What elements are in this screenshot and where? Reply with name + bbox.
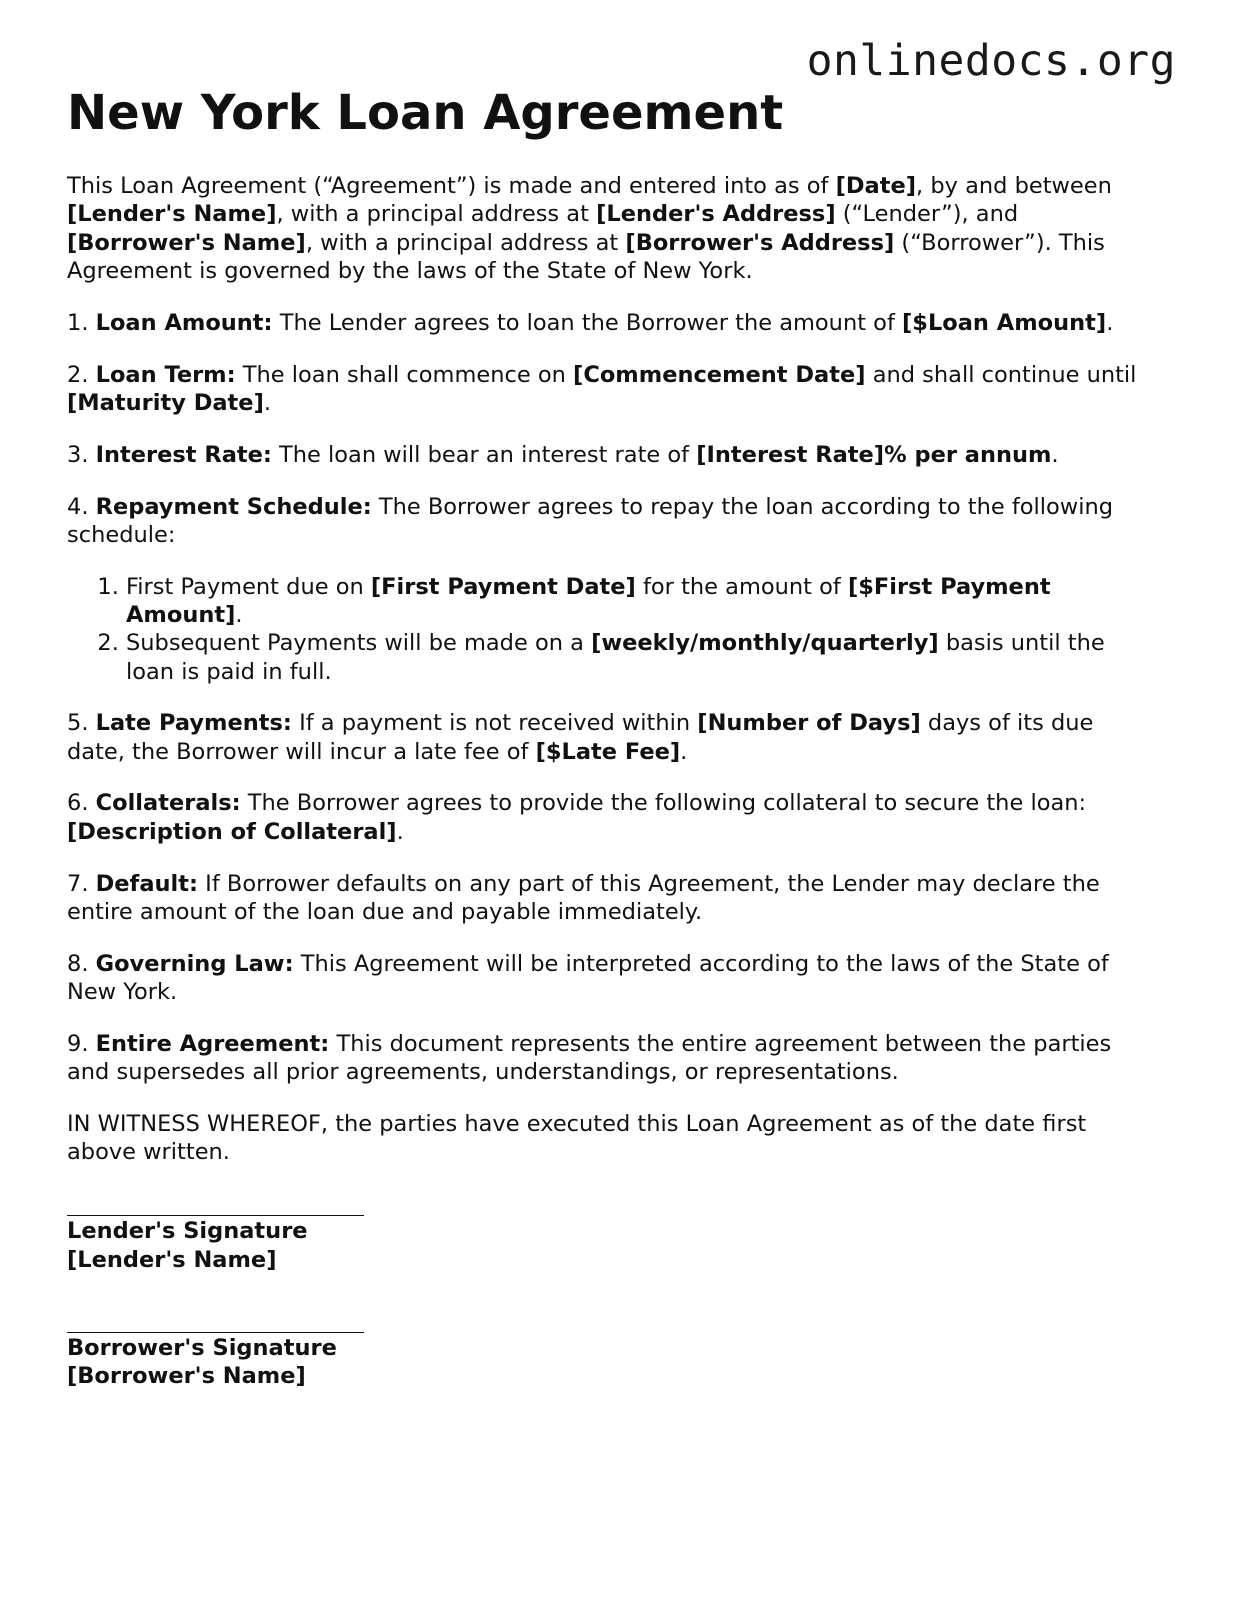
signature-name: [Borrower's Name]	[67, 1363, 306, 1390]
section-text: .	[263, 389, 272, 416]
section-text: .	[396, 818, 404, 845]
intro-text: This Loan Agreement (“Agreement”) is made and entered into as of	[67, 173, 836, 200]
list-item-text: First Payment due on	[126, 573, 371, 600]
section-heading: Late Payments:	[95, 710, 292, 737]
maturity-date-placeholder: [Maturity Date]	[67, 389, 264, 416]
number-of-days-placeholder: [Number of Days]	[697, 710, 921, 737]
repayment-schedule-list	[67, 573, 1152, 686]
signature-line	[67, 1332, 364, 1333]
section-governing-law	[67, 950, 1152, 1007]
payment-frequency-placeholder: [weekly/monthly/quarterly]	[591, 630, 939, 657]
section-number: 6.	[67, 790, 96, 817]
section-heading: Governing Law:	[95, 950, 294, 977]
section-text: This document represents the entire agreement between the parties and supersedes all prior agreements, understandings, or representations.	[67, 1030, 1112, 1086]
section-heading: Loan Amount:	[95, 309, 273, 336]
section-heading: Entire Agreement:	[95, 1030, 330, 1057]
list-item	[126, 573, 1152, 630]
section-text: .	[1051, 441, 1059, 468]
loan-amount-placeholder: [$Loan Amount]	[902, 309, 1107, 336]
list-item-text: basis until the loan is paid in full.	[126, 630, 1105, 685]
signature-label: Lender's Signature	[67, 1218, 308, 1245]
section-text: This Agreement will be interpreted according to the laws of the State of New York.	[67, 950, 1109, 1005]
intro-text: (“Borrower”). This Agreement is governed by the laws of the State of New York.	[67, 229, 1105, 285]
section-heading: Loan Term:	[95, 361, 236, 388]
first-payment-amount-placeholder: [$First Payment Amount]	[126, 573, 1051, 628]
section-number: 4.	[67, 493, 96, 520]
borrower-address-placeholder: [Borrower's Address]	[625, 229, 895, 256]
commencement-date-placeholder: [Commencement Date]	[573, 361, 866, 388]
section-heading: Repayment Schedule:	[95, 493, 372, 520]
section-number: 3.	[67, 441, 96, 468]
section-number: 7.	[67, 870, 96, 897]
section-number: 8.	[67, 950, 96, 977]
lender-name-placeholder: [Lender's Name]	[67, 201, 277, 228]
list-item-text: for the amount of	[635, 573, 848, 600]
intro-text: , with a principal address at	[305, 229, 626, 256]
section-text: The Borrower agrees to repay the loan according to the following schedule:	[67, 493, 1113, 548]
watermark-text: onlinedocs.org	[806, 36, 1176, 86]
lender-signature-block	[67, 1215, 1152, 1274]
section-text: The Lender agrees to loan the Borrower the amount of	[272, 309, 903, 336]
lender-address-placeholder: [Lender's Address]	[596, 201, 836, 228]
section-text: If Borrower defaults on any part of this Agreement, the Lender may declare the entire amount of the loan due and payable immediately.	[67, 870, 1100, 925]
intro-paragraph	[67, 172, 1152, 285]
section-heading: Collaterals:	[95, 790, 241, 817]
interest-rate-placeholder: [Interest Rate]% per annum	[696, 441, 1052, 468]
intro-text: , by and between	[916, 173, 1112, 200]
section-number: 9.	[67, 1030, 96, 1057]
section-heading: Default:	[95, 870, 199, 897]
section-text: The loan shall commence on	[235, 361, 574, 388]
section-interest-rate	[67, 441, 1152, 469]
list-item-text: .	[235, 601, 243, 628]
section-repayment-schedule	[67, 493, 1152, 550]
section-text: and shall continue until	[865, 361, 1137, 388]
section-text: The Borrower agrees to provide the following collateral to secure the loan:	[240, 790, 1087, 817]
section-heading: Interest Rate:	[95, 441, 272, 468]
intro-text: , with a principal address at	[276, 201, 597, 228]
section-loan-term	[67, 361, 1152, 418]
borrower-signature-block	[67, 1332, 1152, 1391]
signature-name: [Lender's Name]	[67, 1246, 277, 1273]
section-text: The loan will bear an interest rate of	[271, 441, 697, 468]
section-late-payments	[67, 709, 1152, 766]
witness-paragraph: IN WITNESS WHEREOF, the parties have executed this Loan Agreement as of the date first above written.	[67, 1110, 1087, 1166]
late-fee-placeholder: [$Late Fee]	[535, 738, 681, 765]
section-default	[67, 870, 1152, 927]
section-text: .	[680, 738, 688, 765]
section-number: 2.	[67, 361, 96, 388]
section-entire-agreement	[67, 1030, 1152, 1087]
collateral-description-placeholder: [Description of Collateral]	[67, 818, 397, 845]
section-collaterals	[67, 789, 1152, 846]
first-payment-date-placeholder: [First Payment Date]	[370, 573, 636, 600]
section-number: 1.	[67, 309, 96, 336]
section-text: days of its due date, the Borrower will incur a late fee of	[67, 710, 1094, 765]
section-number: 5.	[67, 710, 96, 737]
document-title: New York Loan Agreement	[67, 85, 784, 141]
borrower-name-placeholder: [Borrower's Name]	[67, 229, 306, 256]
list-item	[126, 629, 1152, 686]
signature-line	[67, 1215, 364, 1216]
section-loan-amount	[67, 309, 1152, 337]
signature-label: Borrower's Signature	[67, 1335, 337, 1361]
intro-text: (“Lender”), and	[835, 201, 1019, 228]
date-placeholder: [Date]	[835, 173, 917, 200]
section-text: .	[1106, 309, 1114, 336]
section-text: If a payment is not received within	[291, 710, 698, 737]
document-page	[67, 86, 1152, 1391]
list-item-text: Subsequent Payments will be made on a	[126, 630, 592, 657]
